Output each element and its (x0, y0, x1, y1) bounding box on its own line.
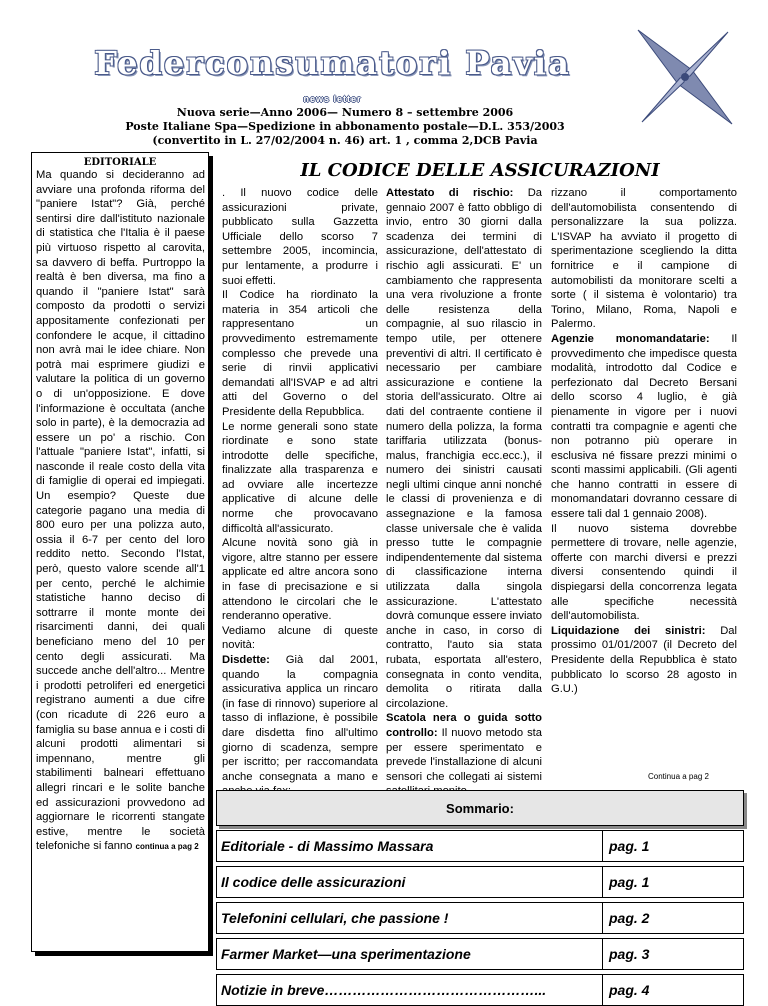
article-column-2 (386, 186, 542, 799)
article-paragraph: Vediamo alcune di queste novità: (222, 624, 378, 652)
compass-star-logo-icon (630, 22, 740, 132)
article-paragraph (222, 653, 378, 799)
sommario-title: Editoriale - di Massimo Massara (217, 831, 603, 861)
editoriale-continua: continua a pag 2 (135, 842, 199, 852)
sommario-row (216, 902, 744, 934)
article-paragraph (386, 711, 542, 799)
sommario-title: Farmer Market—una sperimentazione (217, 939, 603, 969)
editoriale-body: Ma quando si decideranno ad avviare una profonda riforma del "paniere Istat"? Già, perché sentirsi dire dall'istituto nazionale di statistica che l'Italia è il paese più virtuoso rispetto al carovita, sa davvero di beffa. Purtroppo la realtà è ben diversa, ma fino a quando il "paniere Istat" sarà composto da prodotti o servizi appositamente confezionati per confondere le acque, il cittadino non avrà mai le idee chiare. Non potrà mai esprimere giudizi e valutare la politica di un governo o di un'opposizione. E dove l'informazione è occultata (anche solo in parte), è la democrazia ad essere un po' a rischio. Con l'attuale "paniere Istat", infatti, si nasconde il reale costo della vita di famiglie di operai ed impiegati. Un esempio? Queste due categorie pagano una media di 800 euro per una polizza auto, ossia il 6-7 per cento del loro reddito netto. Secondo l'Istat, però, questo valore scende all'1 per cento, perché le alchimie statistiche hanno deciso di sottrarre il monte monte dei risarcimenti danni, dei quali beneficiano meno del 10 per cento degli assicurati. Ma succede anche dell'altro... Mentre i prodotti petroliferi ed energetici registrano aumenti a due cifre (con ricadute di 226 euro a famiglia su base annua e i costi di alcuni prodotti alimentari si impennano, mentre gli stabilimenti balneari effettuano allegri rincari e le solite banche ed assicurazioni provvedono ad aggiornare le ricorrenti stangate estive, mentre le società telefoniche si fanno (36, 169, 205, 853)
sommario-title: Telefonini cellulari, che passione ! (217, 903, 603, 933)
sommario-box (216, 790, 744, 1006)
newsletter-subtitle: news letter (303, 94, 362, 104)
article-title: IL CODICE DELLE ASSICURAZIONI (300, 160, 660, 181)
editoriale-text (32, 168, 208, 855)
agenzie-text: Il provvedimento che impedisce questa modalità, introdotto dal Codice e perfezionato dal Decreto Bersani dello scorso 4 luglio, è già pienamente in vigore per i nuovi contratti tra compagnie e agenti che non potranno più operare in esclusiva né fissare prezzi minimi o sconti massimi applicabili. (Gli agenti che hanno contratti in essere di monomandatari dovranno cessare di essere tali dal 1 gennaio 2008). (551, 332, 737, 521)
issue-line: Nuova serie—Anno 2006— Numero 8 – settembre 2006 (176, 106, 514, 119)
agenzie-label: Agenzie monomandatarie: (551, 332, 710, 345)
article-paragraph: rizzano il comportamento dell'automobilista consentendo di personalizzare la sua polizza. L'ISVAP ha avviato il progetto di sperimentazione scegliendo la ditta fornitrice e il campione di automobilisti da monitorare scelti a sorte ( il sistema è volontario) tra Torino, Milano, Roma, Napoli e Palermo. (551, 187, 737, 331)
newsletter-title: Federconsumatori Pavia (94, 44, 571, 82)
article-column-3 (551, 186, 737, 697)
article-paragraph: . Il nuovo codice delle assicurazioni private, pubblicato sulla Gazzetta Ufficiale dello scorso 7 settembre 2005, incomincia, pur lentamente, a produrre i suoi effetti. (222, 187, 378, 287)
article-paragraph (551, 624, 737, 697)
disdette-label: Disdette: (222, 654, 270, 666)
article-continua: Continua a pag 2 (648, 772, 709, 781)
sommario-row (216, 830, 744, 862)
sommario-row (216, 938, 744, 970)
sommario-title: Il codice delle assicurazioni (217, 867, 603, 897)
editoriale-heading: EDITORIALE (83, 157, 157, 168)
sommario-page: pag. 4 (609, 982, 650, 998)
article-paragraph: Alcune novità sono già in vigore, altre stanno per essere applicate ed altre ancora sono in fase di precisazione e si attendono le circolari che le renderanno operative. (222, 537, 378, 623)
attestato-label: Attestato di rischio: (386, 187, 514, 199)
scatola-label: Scatola nera o guida sotto controllo: (386, 712, 542, 739)
article-paragraph (551, 332, 737, 522)
liquidazione-text: Dal prossimo 01/01/2007 (il Decreto del Presidente della Repubblica è stato pubblicato lo scorso 28 agosto in G.U.) (551, 624, 737, 696)
sommario-title: Notizie in breve………………………………………... (217, 975, 603, 1005)
sommario-page: pag. 3 (609, 946, 650, 962)
scatola-text: Il nuovo metodo sta per essere sperimentato e prevede l'installazione di alcuni sensori che collegati ai sistemi (386, 726, 542, 783)
sommario-row (216, 866, 744, 898)
sommario-page: pag. 2 (609, 910, 650, 926)
sommario-page: pag. 1 (609, 874, 650, 890)
article-paragraph (386, 186, 542, 711)
liquidazione-label: Liquidazione dei sinistri: (551, 624, 706, 637)
article-paragraph: Il nuovo sistema dovrebbe permettere di trovare, nelle agenzie, offerte con marchi diversi e prezzi diversi consentendo quindi il dispiegarsi della concorrenza legata alle specifiche necessità dell'automobilista. (551, 522, 737, 623)
article-paragraph: Le norme generali sono state riordinate e sono state introdotte delle specifiche, finalizzate alla trasparenza e ad ovviare alle incertezze applicative di alcune delle norme che provocavano difficoltà all'assicurato. (222, 420, 378, 535)
law-line: (convertito in L. 27/02/2004 n. 46) art. 1 , comma 2,DCB Pavia (152, 134, 538, 147)
article-paragraph: Il Codice ha riordinato la materia in 354 articoli che rappresentano un provvedimento estremamente complesso che prevede una serie di rinvii applicativi demandati all'ISVAP e ad altri atti del Governo o del Presidente della Repubblica. (222, 289, 378, 418)
sommario-row (216, 974, 744, 1006)
publication-info (75, 106, 615, 148)
disdette-text: Già dal 2001, quando la compagnia assicurativa applica un rincaro (in fase di rinnovo) superiore al tasso di inflazione, è possibile dare disdetta fino all'ultimo giorno di scadenza, sempre per iscritto; per raccomandata anche consegnata a mano e (222, 654, 378, 783)
postal-line: Poste Italiane Spa—Spedizione in abbonamento postale—D.L. 353/2003 (125, 120, 565, 133)
article-column-1 (222, 186, 378, 799)
attestato-text: Da gennaio 2007 è fatto obbligo di invio, entro 30 giorni dalla scadenza dei termini di assicurazione, dell'attestato di rischio agli assicurati. E' un cambiamento che rappresenta una vera rivoluzione a fronte delle resistenza della compagnie, al suo rilascio in tempo utile, per ottenere preventivi di altri. Il certificato è necessario per cambiare assicurazione e contiene la storia dell'assicurato. Oltre ai dati del contraente contiene il numero della polizza, la forma tariffaria utilizzata (bonus-malus, franchigia ecc.ecc.), il numero dei sinistri causati negli ultimi cinque anni nonché le classi di provenienza e di assegnazione e la famosa classe universale che è valida presso tutte le compagnie indipendentemente dal sistema di classificazione interna utilizzata dalla singola assicurazione. L'attestato dovrà comunque essere inviato anche in caso, in corso di contratto, l'auto sia stata rubata, esportata all'estero, consegnata in conto vendita, demolita o ritirata dalla circolazione. (386, 187, 542, 710)
sommario-page: pag. 1 (609, 838, 650, 854)
masthead (35, 36, 630, 147)
sommario-heading: Sommario: (216, 790, 744, 826)
editoriale-box (31, 152, 209, 952)
